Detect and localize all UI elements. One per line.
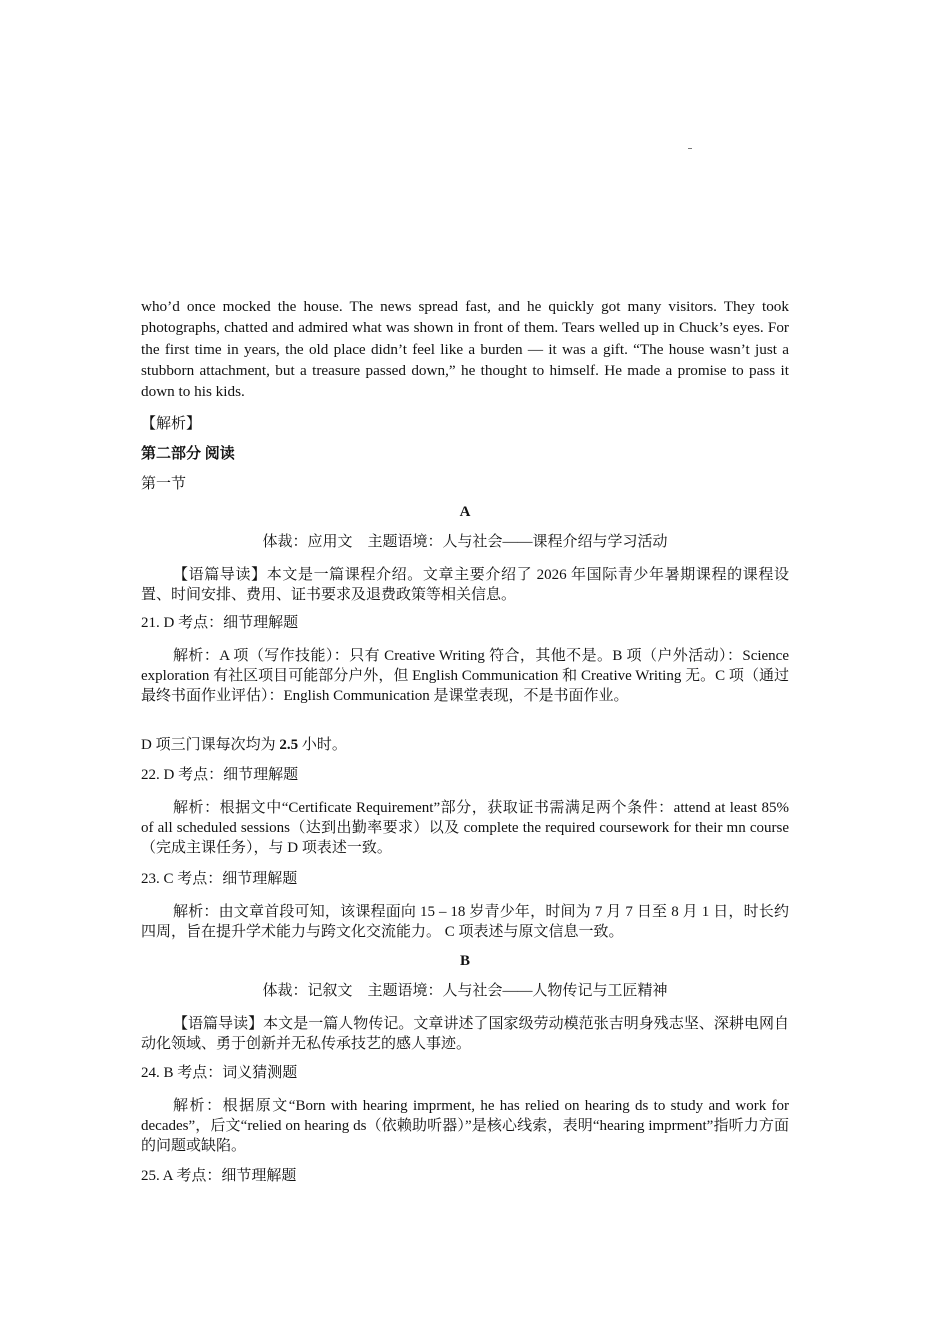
story-text: who’d once mocked the house. The news spread fast, and he quickly got many visitors. They took photographs, chatted and admired what was shown in front of them. Tears welled up in Chuck’s eyes. For the first time in years, the old place didn’t feel like a burden — it was a gift. “The house wasn’t just a stubborn attachment, but a treasure passed down,” he thought to himself. He made a promise to pass it down to his kids. [141, 298, 789, 401]
part-title: 第二部分 阅读 [141, 446, 235, 462]
q23-heading: 23. C 考点：细节理解题 [141, 871, 298, 887]
q21-analysis: 解析：A 项（写作技能）：只有 Creative Writing 符合，其他不是。B 项（户外活动）：Science exploration 有社区项目可能部分户外，但 English Communication 和 Creative Writing 无。C 项（通过最终书面作业评估）：English Communication 是课堂表现，不是书面作业。 [141, 648, 789, 704]
q21-option-d [141, 735, 789, 755]
q25-heading: 25. A 考点：细节理解题 [141, 1168, 297, 1184]
passage-b-guide: 【语篇导读】本文是一篇人物传记。文章讲述了国家级劳动模范张吉明身残志坚、深耕电网自动化领域、勇于创新并无私传承技艺的感人事迹。 [141, 1016, 789, 1052]
q21-d-text: D 项三门课每次均为 [141, 737, 276, 753]
q21-d-hours: 2.5 [279, 737, 299, 753]
q21-heading: 21. D 考点：细节理解题 [141, 615, 299, 631]
q24-heading: 24. B 考点：词义猜测题 [141, 1065, 298, 1081]
section-title: 第一节 [141, 476, 187, 492]
passage-a-letter: A [459, 504, 471, 520]
passage-b-genre: 体裁：记叙文 主题语境：人与社会——人物传记与工匠精神 [262, 983, 668, 999]
story-paragraph [141, 296, 789, 402]
q21-d-unit: 小时。 [301, 737, 347, 753]
q22-heading: 22. D 考点：细节理解题 [141, 767, 299, 783]
passage-a-guide: 【语篇导读】本文是一篇课程介绍。文章主要介绍了 2026 年国际青少年暑期课程的课程设置、时间安排、费用、证书要求及退费政策等相关信息。 [141, 567, 789, 603]
analysis-label: 【解析】 [141, 416, 202, 432]
passage-b-letter: B [459, 953, 470, 969]
q24-analysis: 解析：根据原文“Born with hearing imprment, he has relied on hearing ds to study and work for decades”，后文“relied on hearing ds（依赖助听器）”是核心线索，表明“hearing imprment”指听力方面的问题或缺陷。 [141, 1098, 789, 1154]
passage-a-genre: 体裁：应用文 主题语境：人与社会——课程介绍与学习活动 [262, 534, 668, 550]
page-mark [688, 148, 692, 149]
q22-analysis: 解析：根据文中“Certificate Requirement”部分，获取证书需满足两个条件：attend at least 85% of all scheduled sessions（达到出勤率要求）以及 complete the required coursework for their mn course（完成主课任务），与 D 项表述一致。 [141, 800, 789, 856]
q23-analysis: 解析：由文章首段可知，该课程面向 15 – 18 岁青少年，时间为 7 月 7 日至 8 月 1 日，时长约四周，旨在提升学术能力与跨文化交流能力。 C 项表述与原文信息一致。 [141, 904, 789, 940]
